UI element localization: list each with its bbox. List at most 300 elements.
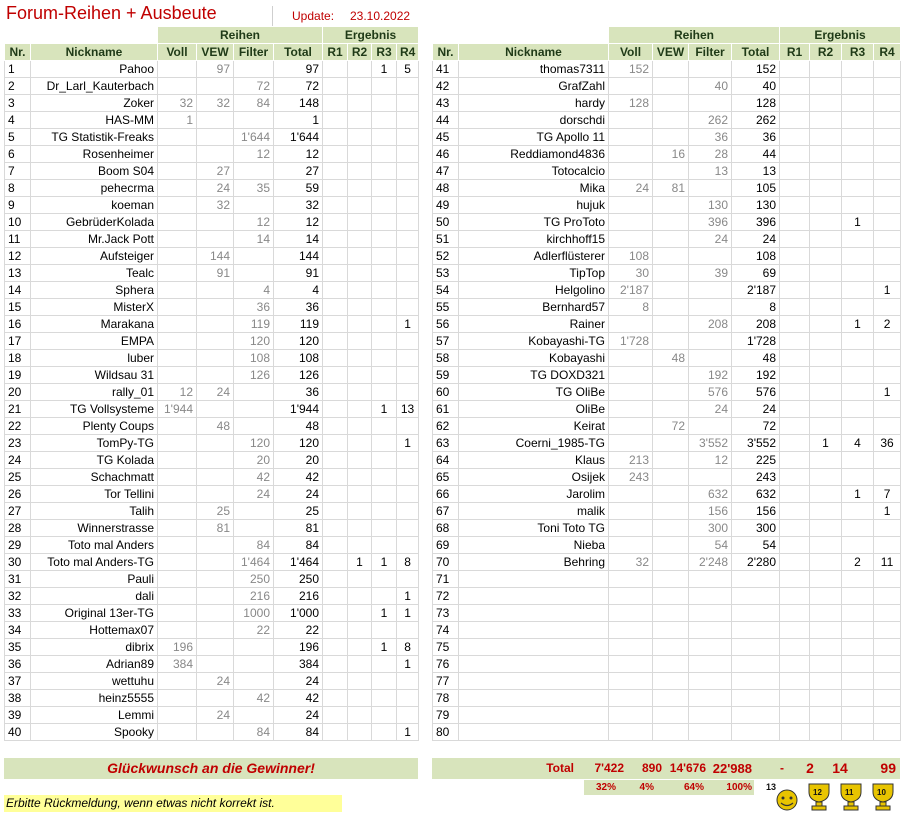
row-voll bbox=[158, 469, 197, 486]
row-nr: 54 bbox=[433, 282, 459, 299]
row-filter: 24 bbox=[689, 401, 732, 418]
row-nickname: Zoker bbox=[31, 95, 158, 112]
row-vew: 24 bbox=[197, 384, 234, 401]
row-filter: 156 bbox=[689, 503, 732, 520]
row-vew bbox=[653, 282, 689, 299]
table-row bbox=[433, 231, 901, 248]
row-r3 bbox=[842, 537, 874, 554]
row-nickname: Original 13er-TG bbox=[31, 605, 158, 622]
row-nickname: rally_01 bbox=[31, 384, 158, 401]
row-r1 bbox=[780, 299, 810, 316]
row-voll bbox=[609, 656, 653, 673]
row-nickname: TipTop bbox=[459, 265, 609, 282]
total-r4: 99 bbox=[880, 760, 896, 776]
row-nr: 51 bbox=[433, 231, 459, 248]
group-header-reihen: Reihen bbox=[158, 27, 323, 44]
row-nr: 21 bbox=[5, 401, 31, 418]
row-nickname: Keirat bbox=[459, 418, 609, 435]
row-vew: 24 bbox=[197, 707, 234, 724]
row-filter: 250 bbox=[234, 571, 274, 588]
table-row bbox=[433, 588, 901, 605]
row-r3 bbox=[372, 265, 397, 282]
table-row bbox=[433, 435, 901, 452]
row-vew bbox=[653, 197, 689, 214]
row-total: 130 bbox=[732, 197, 780, 214]
row-voll bbox=[609, 537, 653, 554]
row-nickname: MisterX bbox=[31, 299, 158, 316]
row-total: 396 bbox=[732, 214, 780, 231]
col-header-vew: VEW bbox=[653, 44, 689, 61]
row-total: 208 bbox=[732, 316, 780, 333]
row-r1 bbox=[780, 418, 810, 435]
row-r1 bbox=[780, 265, 810, 282]
row-nr: 35 bbox=[5, 639, 31, 656]
table-row bbox=[5, 520, 419, 537]
row-r1 bbox=[780, 214, 810, 231]
row-nr: 77 bbox=[433, 673, 459, 690]
table-row bbox=[433, 95, 901, 112]
row-nr: 24 bbox=[5, 452, 31, 469]
table-row bbox=[433, 724, 901, 741]
row-voll bbox=[609, 418, 653, 435]
row-filter: 108 bbox=[234, 350, 274, 367]
row-vew bbox=[197, 435, 234, 452]
row-total: 3'552 bbox=[732, 435, 780, 452]
row-r4 bbox=[874, 350, 901, 367]
row-nickname: Toni Toto TG bbox=[459, 520, 609, 537]
row-nr: 70 bbox=[433, 554, 459, 571]
table-row bbox=[433, 690, 901, 707]
row-r2 bbox=[810, 605, 842, 622]
row-r4 bbox=[397, 367, 419, 384]
row-r3 bbox=[372, 690, 397, 707]
row-r1 bbox=[780, 690, 810, 707]
row-vew: 24 bbox=[197, 180, 234, 197]
row-voll bbox=[609, 520, 653, 537]
row-total: 128 bbox=[732, 95, 780, 112]
row-r2 bbox=[810, 724, 842, 741]
row-voll bbox=[158, 571, 197, 588]
table-row bbox=[5, 350, 419, 367]
row-total: 120 bbox=[274, 435, 323, 452]
col-header-r2: R2 bbox=[810, 44, 842, 61]
row-nickname: Klaus bbox=[459, 452, 609, 469]
row-total: 1'644 bbox=[274, 129, 323, 146]
row-vew bbox=[197, 214, 234, 231]
row-r1 bbox=[780, 724, 810, 741]
row-r1 bbox=[323, 95, 348, 112]
row-r1 bbox=[323, 520, 348, 537]
pct-filter: 64% bbox=[683, 782, 704, 793]
row-filter: 84 bbox=[234, 724, 274, 741]
row-r1 bbox=[323, 622, 348, 639]
row-nr: 60 bbox=[433, 384, 459, 401]
row-r4 bbox=[397, 265, 419, 282]
row-r3 bbox=[842, 197, 874, 214]
row-r1 bbox=[323, 214, 348, 231]
row-nickname: Lemmi bbox=[31, 707, 158, 724]
col-header-filter: Filter bbox=[234, 44, 274, 61]
row-nickname: Adlerflüsterer bbox=[459, 248, 609, 265]
row-filter bbox=[689, 282, 732, 299]
row-r4 bbox=[874, 146, 901, 163]
11er-label: 11 bbox=[845, 788, 854, 797]
pct-total: 100% bbox=[726, 782, 752, 793]
col-header-r4: R4 bbox=[874, 44, 901, 61]
row-voll: 243 bbox=[609, 469, 653, 486]
header-divider bbox=[272, 6, 273, 26]
row-nr: 53 bbox=[433, 265, 459, 282]
table-row bbox=[5, 367, 419, 384]
row-r1 bbox=[780, 61, 810, 78]
row-r4 bbox=[397, 333, 419, 350]
row-nr: 28 bbox=[5, 520, 31, 537]
table-row bbox=[5, 95, 419, 112]
row-r1 bbox=[323, 146, 348, 163]
row-r4 bbox=[874, 129, 901, 146]
col-header-voll: Voll bbox=[609, 44, 653, 61]
row-r2 bbox=[348, 248, 372, 265]
row-r3 bbox=[372, 537, 397, 554]
row-voll: 30 bbox=[609, 265, 653, 282]
row-r2 bbox=[810, 248, 842, 265]
row-vew bbox=[197, 571, 234, 588]
row-nickname: TG DOXD321 bbox=[459, 367, 609, 384]
row-total: 72 bbox=[732, 418, 780, 435]
row-r3 bbox=[372, 95, 397, 112]
row-vew bbox=[197, 639, 234, 656]
table-row bbox=[5, 554, 419, 571]
row-nickname: Mr.Jack Pott bbox=[31, 231, 158, 248]
row-voll bbox=[609, 622, 653, 639]
row-r1 bbox=[323, 724, 348, 741]
row-filter bbox=[234, 401, 274, 418]
row-r1 bbox=[323, 707, 348, 724]
row-total: 4 bbox=[274, 282, 323, 299]
table-row bbox=[5, 316, 419, 333]
row-vew bbox=[197, 299, 234, 316]
row-total: 48 bbox=[274, 418, 323, 435]
row-nr: 14 bbox=[5, 282, 31, 299]
row-voll bbox=[609, 146, 653, 163]
row-r1 bbox=[780, 180, 810, 197]
row-filter bbox=[234, 707, 274, 724]
row-vew: 25 bbox=[197, 503, 234, 520]
row-r3 bbox=[372, 656, 397, 673]
row-r3 bbox=[842, 350, 874, 367]
row-filter bbox=[689, 418, 732, 435]
row-r3 bbox=[842, 503, 874, 520]
row-filter: 12 bbox=[234, 146, 274, 163]
row-nr: 10 bbox=[5, 214, 31, 231]
row-r3 bbox=[372, 299, 397, 316]
row-filter: 119 bbox=[234, 316, 274, 333]
row-voll bbox=[158, 503, 197, 520]
row-nr: 62 bbox=[433, 418, 459, 435]
row-voll bbox=[158, 248, 197, 265]
row-vew bbox=[197, 469, 234, 486]
row-total: 24 bbox=[732, 231, 780, 248]
row-r1 bbox=[780, 452, 810, 469]
row-r1 bbox=[323, 231, 348, 248]
row-nr: 42 bbox=[433, 78, 459, 95]
row-r2 bbox=[810, 231, 842, 248]
row-nr: 5 bbox=[5, 129, 31, 146]
table-row bbox=[5, 163, 419, 180]
row-r2 bbox=[810, 146, 842, 163]
table-row bbox=[433, 656, 901, 673]
col-header-r2: R2 bbox=[348, 44, 372, 61]
row-nr: 55 bbox=[433, 299, 459, 316]
row-r2 bbox=[348, 690, 372, 707]
row-filter: 39 bbox=[689, 265, 732, 282]
row-filter: 396 bbox=[689, 214, 732, 231]
row-r3 bbox=[842, 163, 874, 180]
row-r2 bbox=[810, 639, 842, 656]
row-filter bbox=[234, 418, 274, 435]
row-voll bbox=[609, 673, 653, 690]
row-r4 bbox=[874, 163, 901, 180]
row-r2 bbox=[348, 112, 372, 129]
row-nickname: Nieba bbox=[459, 537, 609, 554]
row-total: 84 bbox=[274, 537, 323, 554]
row-r2 bbox=[810, 197, 842, 214]
row-r4 bbox=[874, 622, 901, 639]
row-vew bbox=[653, 367, 689, 384]
row-r1 bbox=[780, 401, 810, 418]
row-nickname: wettuhu bbox=[31, 673, 158, 690]
row-r3: 1 bbox=[842, 316, 874, 333]
row-r2 bbox=[810, 350, 842, 367]
row-nr: 57 bbox=[433, 333, 459, 350]
row-r2 bbox=[810, 163, 842, 180]
row-nickname: heinz5555 bbox=[31, 690, 158, 707]
page-title: Forum-Reihen + Ausbeute bbox=[6, 3, 217, 23]
row-total bbox=[732, 622, 780, 639]
row-vew bbox=[653, 214, 689, 231]
total-r3: 14 bbox=[832, 760, 848, 776]
row-r4 bbox=[397, 418, 419, 435]
row-r2 bbox=[348, 333, 372, 350]
row-voll bbox=[158, 333, 197, 350]
row-nr: 15 bbox=[5, 299, 31, 316]
table-row bbox=[433, 112, 901, 129]
row-nr: 22 bbox=[5, 418, 31, 435]
row-vew bbox=[197, 129, 234, 146]
row-r3 bbox=[372, 367, 397, 384]
row-filter: 1'464 bbox=[234, 554, 274, 571]
row-r4 bbox=[874, 724, 901, 741]
row-r3 bbox=[842, 520, 874, 537]
table-row bbox=[433, 265, 901, 282]
row-vew: 97 bbox=[197, 61, 234, 78]
row-voll bbox=[158, 78, 197, 95]
col-header-voll: Voll bbox=[158, 44, 197, 61]
row-nr: 80 bbox=[433, 724, 459, 741]
table-row bbox=[433, 78, 901, 95]
row-filter: 42 bbox=[234, 690, 274, 707]
row-voll bbox=[609, 384, 653, 401]
col-header-r1: R1 bbox=[780, 44, 810, 61]
row-r1 bbox=[323, 605, 348, 622]
row-voll bbox=[158, 180, 197, 197]
row-r3 bbox=[372, 486, 397, 503]
table-row bbox=[5, 214, 419, 231]
table-row bbox=[433, 503, 901, 520]
row-total: 91 bbox=[274, 265, 323, 282]
row-total: 20 bbox=[274, 452, 323, 469]
row-voll bbox=[158, 707, 197, 724]
table-row bbox=[5, 537, 419, 554]
row-nickname: Bernhard57 bbox=[459, 299, 609, 316]
row-voll bbox=[158, 435, 197, 452]
row-r3 bbox=[372, 622, 397, 639]
row-r4: 2 bbox=[874, 316, 901, 333]
row-nr: 49 bbox=[433, 197, 459, 214]
row-r4: 1 bbox=[397, 605, 419, 622]
row-vew bbox=[653, 469, 689, 486]
table-row bbox=[5, 248, 419, 265]
row-total: 1'464 bbox=[274, 554, 323, 571]
row-r2 bbox=[810, 78, 842, 95]
row-nickname: luber bbox=[31, 350, 158, 367]
row-total: 632 bbox=[732, 486, 780, 503]
row-total: 24 bbox=[732, 401, 780, 418]
row-r4: 1 bbox=[874, 384, 901, 401]
col-header-total: Total bbox=[274, 44, 323, 61]
row-vew: 81 bbox=[197, 520, 234, 537]
row-r3 bbox=[372, 146, 397, 163]
row-vew bbox=[653, 537, 689, 554]
row-nickname: Helgolino bbox=[459, 282, 609, 299]
row-r1 bbox=[323, 384, 348, 401]
row-vew bbox=[197, 367, 234, 384]
col-header-nickname: Nickname bbox=[459, 44, 609, 61]
table-row bbox=[433, 571, 901, 588]
table-row bbox=[5, 112, 419, 129]
row-voll bbox=[609, 112, 653, 129]
row-r1 bbox=[780, 554, 810, 571]
row-r3 bbox=[372, 282, 397, 299]
row-r3 bbox=[372, 333, 397, 350]
row-nr: 40 bbox=[5, 724, 31, 741]
row-r4 bbox=[874, 639, 901, 656]
row-r1 bbox=[780, 95, 810, 112]
13er-label: 13 bbox=[766, 782, 777, 792]
table-row bbox=[433, 350, 901, 367]
row-r3 bbox=[842, 401, 874, 418]
row-r2 bbox=[348, 401, 372, 418]
row-vew: 81 bbox=[653, 180, 689, 197]
row-r4 bbox=[874, 605, 901, 622]
row-r3 bbox=[842, 690, 874, 707]
row-filter bbox=[234, 61, 274, 78]
row-r1 bbox=[780, 520, 810, 537]
row-r3 bbox=[372, 350, 397, 367]
row-vew bbox=[653, 248, 689, 265]
table-row bbox=[5, 333, 419, 350]
trophy-icons bbox=[765, 778, 901, 812]
table-row bbox=[5, 605, 419, 622]
row-nr: 65 bbox=[433, 469, 459, 486]
row-r4 bbox=[397, 146, 419, 163]
row-total: 48 bbox=[732, 350, 780, 367]
row-r3 bbox=[842, 673, 874, 690]
table-row bbox=[433, 180, 901, 197]
table-row bbox=[433, 622, 901, 639]
row-r1 bbox=[323, 112, 348, 129]
row-vew bbox=[197, 316, 234, 333]
right-table bbox=[432, 26, 901, 741]
row-filter: 24 bbox=[234, 486, 274, 503]
row-vew bbox=[197, 486, 234, 503]
row-filter: 22 bbox=[234, 622, 274, 639]
row-r1 bbox=[780, 707, 810, 724]
row-vew bbox=[197, 231, 234, 248]
row-filter: 36 bbox=[689, 129, 732, 146]
row-vew bbox=[653, 707, 689, 724]
row-r1 bbox=[323, 333, 348, 350]
row-filter: 12 bbox=[234, 214, 274, 231]
row-r4 bbox=[397, 197, 419, 214]
row-r4 bbox=[874, 571, 901, 588]
row-filter: 54 bbox=[689, 537, 732, 554]
table-row bbox=[5, 231, 419, 248]
row-nickname: Pahoo bbox=[31, 61, 158, 78]
row-r2 bbox=[348, 435, 372, 452]
row-filter: 216 bbox=[234, 588, 274, 605]
row-r2 bbox=[810, 384, 842, 401]
row-total: 119 bbox=[274, 316, 323, 333]
row-r3 bbox=[372, 588, 397, 605]
row-r2 bbox=[810, 299, 842, 316]
row-total: 22 bbox=[274, 622, 323, 639]
row-vew bbox=[197, 78, 234, 95]
row-voll bbox=[158, 588, 197, 605]
row-total: 97 bbox=[274, 61, 323, 78]
row-filter bbox=[234, 248, 274, 265]
row-nickname: hardy bbox=[459, 95, 609, 112]
total-total: 22'988 bbox=[712, 761, 752, 776]
row-r2 bbox=[810, 503, 842, 520]
row-r3: 4 bbox=[842, 435, 874, 452]
row-filter bbox=[689, 299, 732, 316]
row-nr: 3 bbox=[5, 95, 31, 112]
row-r2 bbox=[348, 214, 372, 231]
row-filter: 14 bbox=[234, 231, 274, 248]
row-r1 bbox=[780, 282, 810, 299]
row-nr: 61 bbox=[433, 401, 459, 418]
row-total: 59 bbox=[274, 180, 323, 197]
row-nickname: Kobayashi-TG bbox=[459, 333, 609, 350]
row-r4 bbox=[397, 214, 419, 231]
row-r4 bbox=[397, 299, 419, 316]
row-r3 bbox=[842, 384, 874, 401]
row-nickname: Tealc bbox=[31, 265, 158, 282]
row-voll bbox=[609, 401, 653, 418]
row-r3 bbox=[372, 469, 397, 486]
row-r1 bbox=[780, 384, 810, 401]
row-vew bbox=[653, 401, 689, 418]
13er-smiley-icon bbox=[766, 782, 797, 810]
row-r2 bbox=[348, 724, 372, 741]
row-r1 bbox=[780, 435, 810, 452]
row-nickname bbox=[459, 571, 609, 588]
row-total: 192 bbox=[732, 367, 780, 384]
row-nickname: Osijek bbox=[459, 469, 609, 486]
col-header-r3: R3 bbox=[372, 44, 397, 61]
row-vew bbox=[197, 282, 234, 299]
